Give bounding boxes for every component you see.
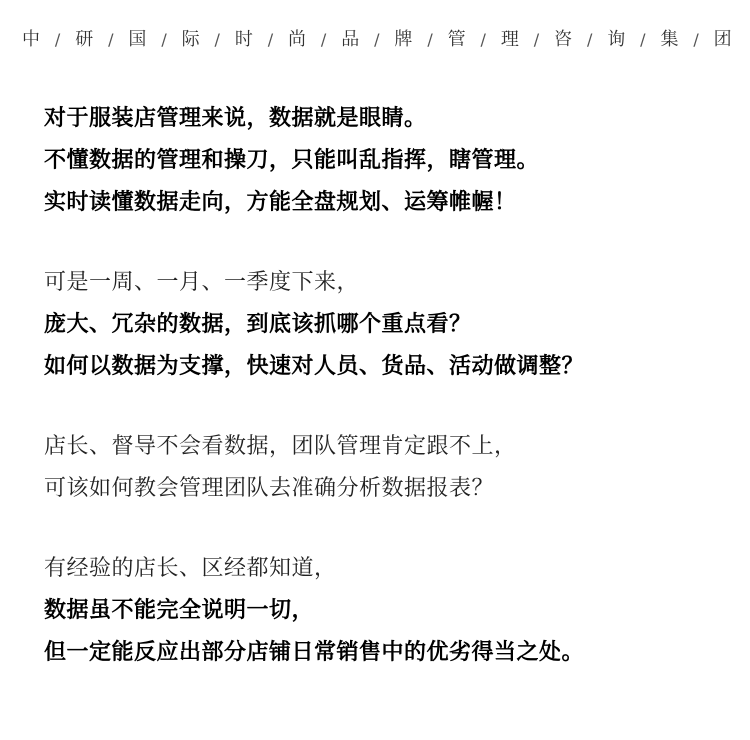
header-char: 管 [447,29,466,50]
header-char: 询 [607,29,626,50]
header-separator: / [267,30,274,49]
header-char: 国 [128,29,147,50]
paragraph-gap [44,388,734,426]
paragraph-gap [44,224,734,262]
header-separator: / [427,30,433,49]
text-line: 实时读懂数据走向，方能全盘规划、运筹帷幄！ [44,190,517,215]
header-char: 尚 [288,29,307,50]
header-char: 团 [713,29,732,50]
text-line: 但一定能反应出部分店铺日常销售中的优劣得当之处。 [44,640,585,665]
text-line: 庞大、冗杂的数据，到底该抓哪个重点看？ [44,312,472,337]
paragraph-1 [44,98,734,224]
header-company-name [22,28,732,52]
header-char: 中 [22,29,40,50]
text-line: 店长、督导不会看数据，团队管理肯定跟不上， [44,434,517,459]
header-separator: / [161,30,167,49]
text-line: 不懂数据的管理和操刀，只能叫乱指挥，瞎管理。 [44,148,540,173]
paragraph-gap [44,510,734,548]
header-separator: / [533,30,540,49]
text-line: 有经验的店长、区经都知道， [44,556,337,581]
header-separator: / [374,30,380,49]
header-char: 牌 [394,29,413,50]
header-char: 集 [660,29,679,50]
header-separator: / [480,30,486,49]
header-char: 理 [500,29,519,50]
header-separator: / [214,30,220,49]
header-separator: / [108,30,114,49]
header-char: 品 [341,29,360,50]
paragraph-4 [44,548,734,674]
paragraph-3 [44,426,734,510]
text-line: 如何以数据为支撑，快速对人员、货品、活动做调整？ [44,354,585,379]
text-line: 可是一周、一月、一季度下来， [44,270,360,295]
header-separator: / [640,30,646,49]
text-line: 可该如何教会管理团队去准确分析数据报表？ [44,476,495,501]
header-char: 研 [75,29,94,50]
article-body [44,98,734,674]
header-separator: / [586,30,593,49]
text-line: 对于服装店管理来说，数据就是眼睛。 [44,106,427,131]
paragraph-2 [44,262,734,388]
header-char: 咨 [554,29,573,50]
text-line: 数据虽不能完全说明一切， [44,598,315,623]
header-char: 时 [234,29,253,50]
header-separator: / [54,30,61,49]
header-separator: / [693,30,699,49]
header-separator: / [320,30,327,49]
header-char: 际 [181,29,200,50]
